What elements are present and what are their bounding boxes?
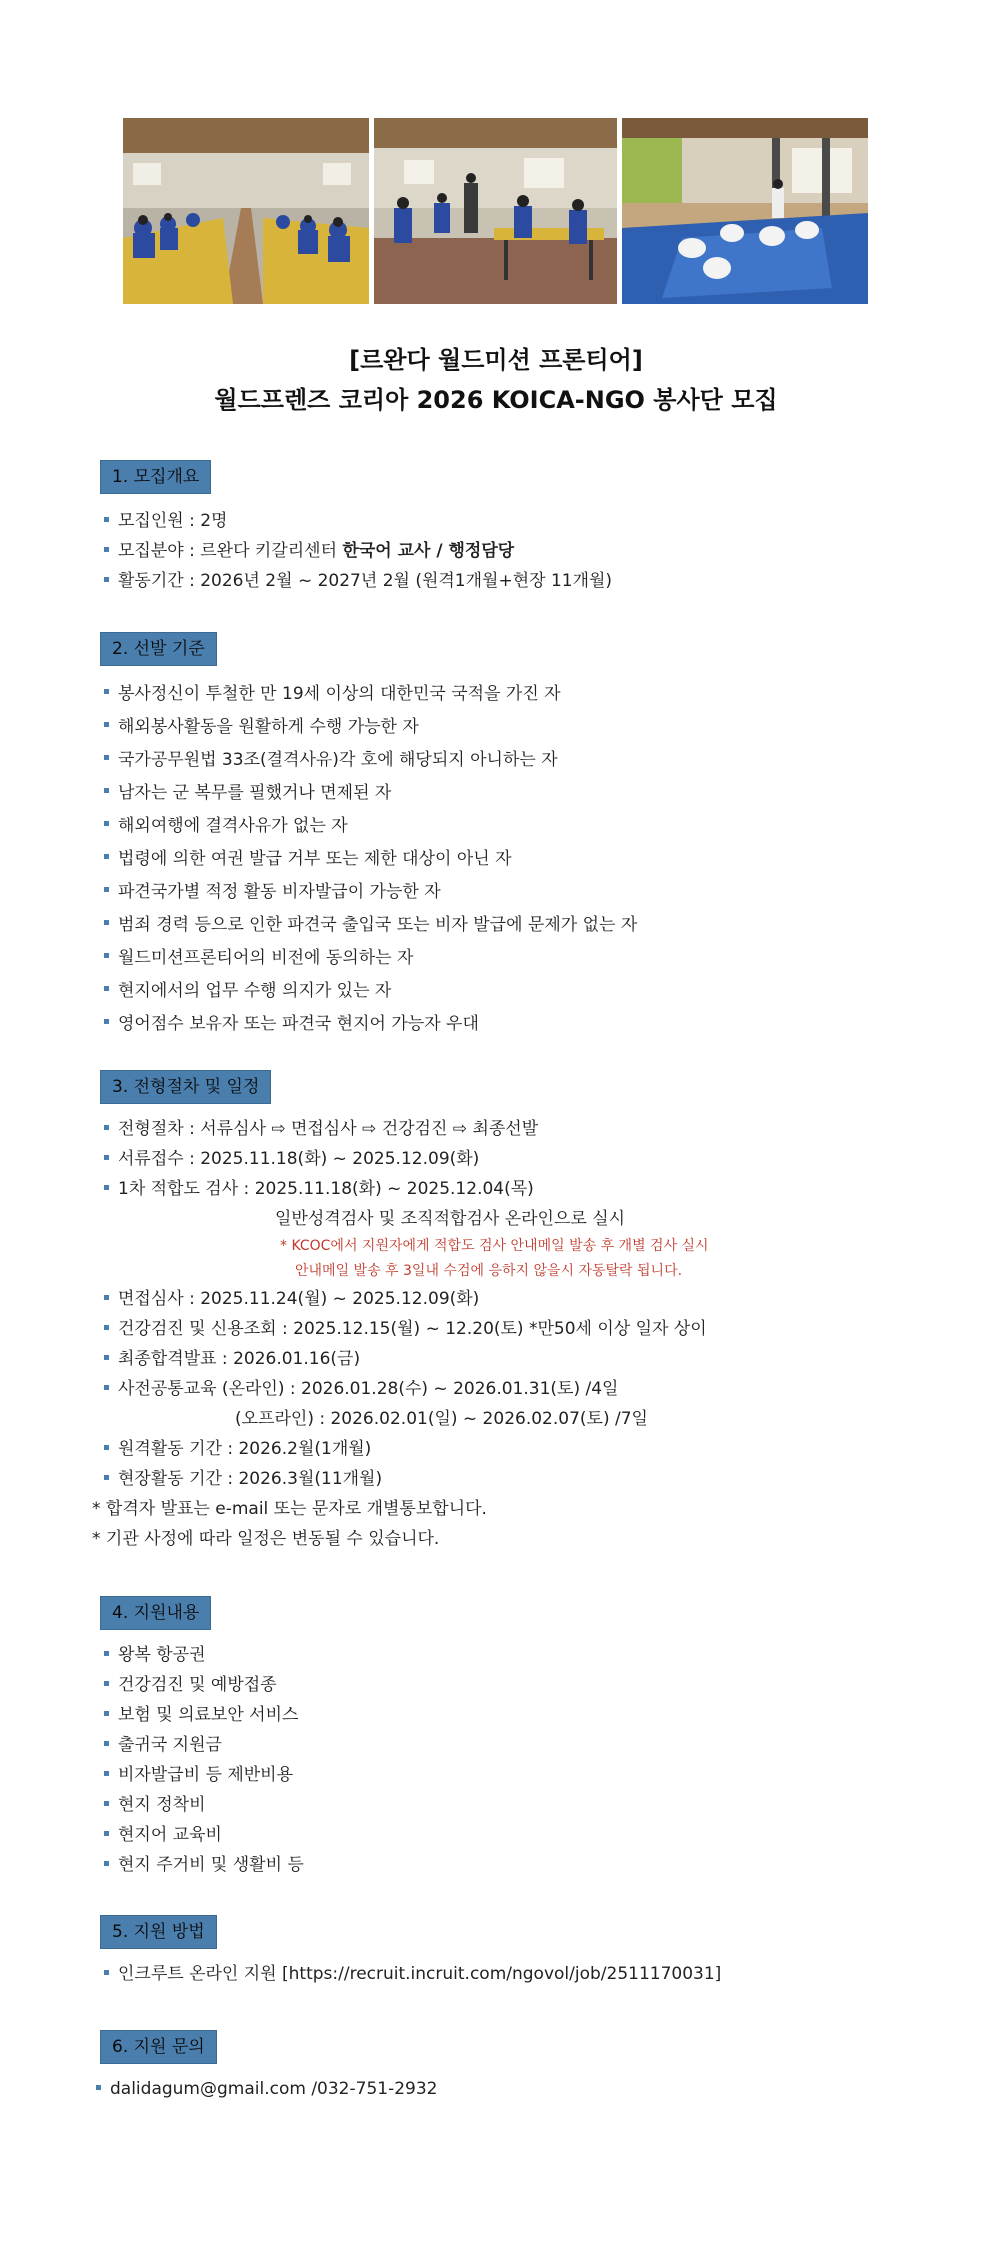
list-item: 보험 및 의료보안 서비스 (100, 1700, 920, 1730)
list-item: 면접심사 : 2025.11.24(월) ~ 2025.12.09(화) (100, 1284, 920, 1314)
list-item: 건강검진 및 신용조회 : 2025.12.15(월) ~ 12.20(토) *만50세 이상 일자 상이 (100, 1314, 920, 1344)
list-item: 범죄 경력 등으로 인한 파견국 출입국 또는 비자 발급에 문제가 없는 자 (100, 909, 920, 942)
page-title-line1: [르완다 월드미션 프론티어] (349, 346, 643, 374)
list-item: 월드미션프론티어의 비전에 동의하는 자 (100, 942, 920, 975)
section-support (100, 1596, 920, 1880)
list-item: 사전공통교육 (온라인) : 2026.01.28(수) ~ 2026.01.31(토) /4일 (100, 1374, 920, 1404)
list-item: 해외봉사활동을 원활하게 수행 가능한 자 (100, 711, 920, 744)
contact-info[interactable]: dalidagum@gmail.com /032-751-2932 (92, 2074, 920, 2104)
list-item: 모집분야 : 르완다 키갈리센터 한국어 교사 / 행정담당 (100, 536, 920, 566)
list-item: 비자발급비 등 제반비용 (100, 1760, 920, 1790)
schedule-list (100, 1114, 920, 1204)
field-bold: 한국어 교사 / 행정담당 (342, 541, 515, 561)
edu-offline: (오프라인) : 2026.02.01(일) ~ 2026.02.07(토) /7일 (235, 1409, 648, 1429)
list-item: 현지어 교육비 (100, 1820, 920, 1850)
list-item: 1차 적합도 검사 : 2025.11.18(화) ~ 2025.12.04(목) (100, 1174, 920, 1204)
list-item: 모집인원 : 2명 (100, 506, 920, 536)
list-item: 해외여행에 결격사유가 없는 자 (100, 810, 920, 843)
apply-list (100, 1959, 920, 1989)
test-detail: 일반성격검사 및 조직적합검사 온라인으로 실시 (275, 1209, 626, 1229)
list-item: 봉사정신이 투철한 만 19세 이상의 대한민국 국적을 가진 자 (100, 678, 920, 711)
red-note-1: * KCOC에서 지원자에게 적합도 검사 안내메일 발송 후 개별 검사 실시 (280, 1238, 709, 1254)
schedule-list-3 (100, 1434, 920, 1494)
list-item: 남자는 군 복무를 필했거나 면제된 자 (100, 777, 920, 810)
section-criteria (100, 632, 920, 1041)
list-item: 왕복 항공권 (100, 1640, 920, 1670)
section-overview (100, 460, 920, 596)
list-item: 현지에서의 업무 수행 의지가 있는 자 (100, 975, 920, 1008)
list-item: 파견국가별 적정 활동 비자발급이 가능한 자 (100, 876, 920, 909)
class-teaching-photo (374, 118, 617, 304)
criteria-list (100, 678, 920, 1041)
section-heading: 5. 지원 방법 (100, 1915, 217, 1949)
section-heading: 2. 선발 기준 (100, 632, 217, 666)
list-item: 서류접수 : 2025.11.18(화) ~ 2025.12.09(화) (100, 1144, 920, 1174)
section-heading: 3. 전형절차 및 일정 (100, 1070, 271, 1104)
support-list (100, 1640, 920, 1880)
overview-list (100, 506, 920, 596)
section-heading: 6. 지원 문의 (100, 2030, 217, 2064)
taekwondo-photo (622, 118, 868, 304)
note-1: * 합격자 발표는 e-mail 또는 문자로 개별통보합니다. (92, 1499, 487, 1519)
list-item: 법령에 의한 여권 발급 거부 또는 제한 대상이 아닌 자 (100, 843, 920, 876)
section-heading: 1. 모집개요 (100, 460, 211, 494)
section-schedule (92, 1070, 920, 1554)
page-title-line2: 월드프렌즈 코리아 2026 KOICA-NGO 봉사단 모집 (214, 386, 778, 414)
section-heading: 4. 지원내용 (100, 1596, 211, 1630)
list-item: 전형절차 : 서류심사 ⇨ 면접심사 ⇨ 건강검진 ⇨ 최종선발 (100, 1114, 920, 1144)
red-note-2: 안내메일 발송 후 3일내 수검에 응하지 않을시 자동탈락 됩니다. (295, 1263, 683, 1279)
list-item: 최종합격발표 : 2026.01.16(금) (100, 1344, 920, 1374)
list-item: 국가공무원법 33조(결격사유)각 호에 해당되지 아니하는 자 (100, 744, 920, 777)
list-item: 현지 정착비 (100, 1790, 920, 1820)
section-apply (100, 1915, 920, 1989)
list-item: 활동기간 : 2026년 2월 ~ 2027년 2월 (원격1개월+현장 11개월) (100, 566, 920, 596)
schedule-list-2 (100, 1284, 920, 1404)
list-item: 건강검진 및 예방접종 (100, 1670, 920, 1700)
note-2: * 기관 사정에 따라 일정은 변동될 수 있습니다. (92, 1529, 440, 1549)
list-item: 현지 주거비 및 생활비 등 (100, 1850, 920, 1880)
list-item: 출귀국 지원금 (100, 1730, 920, 1760)
photo-strip (123, 118, 868, 304)
list-item: 원격활동 기간 : 2026.2월(1개월) (100, 1434, 920, 1464)
list-item: 영어점수 보유자 또는 파견국 현지어 가능자 우대 (100, 1008, 920, 1041)
section-contact (100, 2030, 920, 2104)
classroom-photo (123, 118, 369, 304)
apply-link[interactable]: 인크루트 온라인 지원 [https://recruit.incruit.com/ngovol/job/2511170031] (100, 1959, 920, 1989)
list-item: 현장활동 기간 : 2026.3월(11개월) (100, 1464, 920, 1494)
contact-list (92, 2074, 920, 2104)
